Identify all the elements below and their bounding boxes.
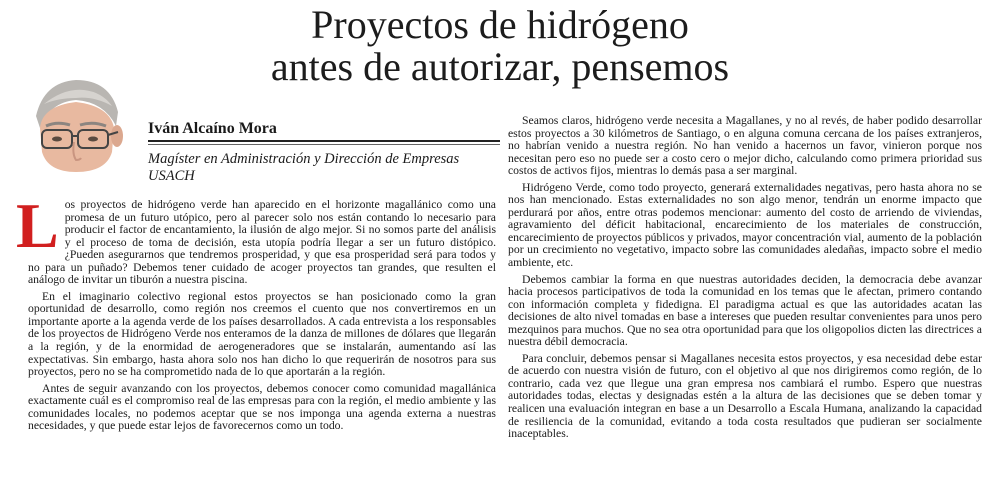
headline [180,4,820,88]
author-portrait [14,76,136,172]
paragraph: Hidrógeno Verde, como todo proyecto, generará externalidades negativas, pero hasta ahora no se nos han mencionado. Estas externalidades no son algo menor, tendrán un enorme impacto que perdurará por años, entre otras podemos mencionar: aumento del costo de arriendo de viviendas, agravamiento del déficit habitacional, encarecimiento de los materiales de construcción, encarecimiento de proyectos públicos y privados, mayor concentración vial, aumento de la población por un crecimiento no vegetativo, impacto sobre las comunidades aledañas, impacto sobre el medio ambiente, etc. [508,180,982,270]
byline-rule-thin [148,144,500,145]
author-portrait-image [14,76,136,172]
paragraph: Para concluir, debemos pensar si Magallanes necesita estos proyectos, y esa necesidad debe estar de acuerdo con nuestra visión de futuro, con el objetivo al que nos dirigiremos como región, de lo contrario, cada vez que llegue una gran empresa nos cambiará el rumbo. Espero que nuestras autoridades todas, electas y designadas estén a la altura de las decisiones que se deben tomar y realicen una evaluación integran en base a un Desarrollo a Escala Humana, analizando la capacidad de resiliencia de la comunidad, evitando a toda costa resultados que pudieran ser socialmente inaceptables. [508,351,982,441]
author-name: Iván Alcaíno Mora [148,120,277,137]
article-column-right [508,115,982,445]
byline [148,120,500,185]
drop-cap: L [16,190,59,261]
paragraph: Antes de seguir avanzando con los proyectos, debemos conocer como comunidad magallánica exactamente cuál es el compromiso real de las empresas para con la región, el medio ambiente y las comunidades locales, no podemos aceptar que se nos imponga una agenda externa a nuestras necesidades, y que puede estar lejos de favorecernos como un todo. [28,381,496,433]
headline-line-2: antes de autorizar, pensemos [270,44,730,89]
paragraph [16,190,496,287]
headline-line-1: Proyectos de hidrógeno [311,2,689,47]
author-role: Magíster en Administración y Dirección de Empresas USACH [148,151,460,184]
article-column-left [16,190,496,437]
paragraph: En el imaginario colectivo regional estos proyectos se han posicionado como la gran oportunidad de desarrollo, como región nos creemos el cuento que nos convertiremos en un importante aporte a la agenda verde de los países desarrollados. A cada entrevista a los responsables de los proyectos de Hidrógeno Verde nos enteramos de la danza de millones de dólares que llegarán a la región, y de la enormidad de aerogeneradores que se instalarán, aumentando así las expectativas. Sin embargo, hasta ahora solo nos han dicho lo que requerirán de nosotros para sus proyectos, pero no se ha comprometido nada de lo que aportarán a la región. [28,289,496,379]
paragraph: Debemos cambiar la forma en que nuestras autoridades deciden, la democracia debe avanzar hacia procesos participativos de toda la comunidad en los temas que le afectan, primero contando con información completa y fidedigna. El paradigma actual es que las autoridades acatan las decisiones de alto nivel tomadas en base a intereses que pueden resultar convenientes para unos pero mezquinos para muchos. Que no sea otra oportunidad para que los oligopolios dicten las directrices a nuestra débil democracia. [508,272,982,349]
byline-rule [148,140,500,142]
paragraph-text: os proyectos de hidrógeno verde han aparecido en el horizonte magallánico como una promesa de un futuro utópico, pero al parecer solo nos están contando lo necesario para producir el factor de encantamiento, la ilusión de algo mejor. Si no somos parte del análisis y el proceso de toma de decisión, esta utopía podría llegar a ser un futuro distópico. ¿Pueden asegurarnos que tendremos prosperidad, y que esa prosperidad será para todos y no para un puñado? Debemos tener cuidado de acoger proyectos tan grandes, que resulten el análogo de invitar un tiburón a nuestra piscina. [28,198,496,287]
paragraph: Seamos claros, hidrógeno verde necesita a Magallanes, y no al revés, de haber podido desarrollar estos proyectos a 30 kilómetros de Santiago, o en alguna comuna cercana de los países extranjeros, no habrían venido a nuestra región. No han venido a hacernos un favor, vinieron porque nos necesitan pero eso no puede ser a costo cero o mejor dicho, calculando como primera prioridad sus costos de activos fijos, mientras lo demás pasa a ser marginal. [508,114,982,178]
